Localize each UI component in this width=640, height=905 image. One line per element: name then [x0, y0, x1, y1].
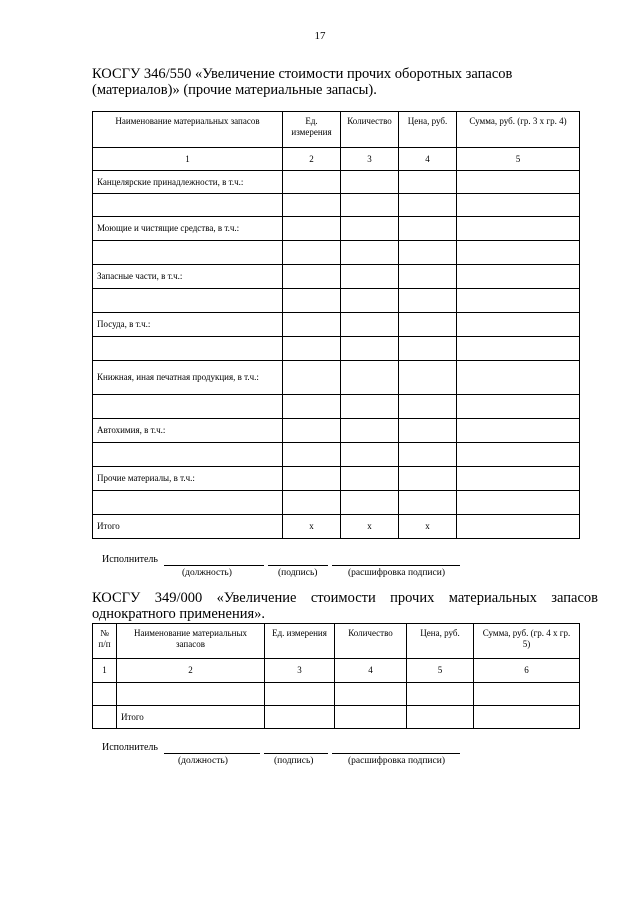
signature-caption: (подпись) [278, 568, 318, 578]
row-category-label: Запасные части, в т.ч.: [93, 265, 283, 289]
col-header-quantity: Количество [335, 624, 407, 659]
table-row [93, 171, 580, 194]
signature-caption: (подпись) [274, 756, 314, 766]
col-number: 3 [341, 148, 399, 171]
table-row [93, 289, 580, 313]
col-header-quantity: Количество [341, 112, 399, 148]
table-row [93, 361, 580, 395]
signer-label: Исполнитель [102, 554, 158, 565]
table-row [93, 337, 580, 361]
page-number: 17 [314, 30, 326, 42]
col-header-number: № п/п [93, 624, 117, 659]
total-quantity: х [341, 515, 399, 539]
table-row [93, 241, 580, 265]
table-row [93, 217, 580, 241]
col-header-price: Цена, руб. [399, 112, 457, 148]
row-category-label: Автохимия, в т.ч.: [93, 419, 283, 443]
col-number: 1 [93, 659, 117, 683]
position-line [164, 565, 264, 566]
total-row [93, 515, 580, 539]
table-row [93, 683, 580, 706]
row-category-label: Прочие материалы, в т.ч.: [93, 467, 283, 491]
col-number: 6 [474, 659, 580, 683]
table-row [93, 313, 580, 337]
section2-heading: КОСГУ 349/000 «Увеличение стоимости прочих материальных запасов однократного применения». [92, 590, 598, 622]
table-row [93, 467, 580, 491]
col-header-name: Наименование материальных запасов [117, 624, 265, 659]
table-row [93, 194, 580, 217]
col-header-sum: Сумма, руб. (гр. 4 х гр. 5) [474, 624, 580, 659]
table-row [93, 395, 580, 419]
col-header-name: Наименование материальных запасов [93, 112, 283, 148]
column-number-row [93, 659, 580, 683]
total-sum [457, 515, 580, 539]
total-price: х [399, 515, 457, 539]
table-row [93, 443, 580, 467]
signature-line [264, 753, 328, 754]
col-header-unit: Ед. измерения [283, 112, 341, 148]
col-number: 5 [457, 148, 580, 171]
col-number: 5 [407, 659, 474, 683]
col-number: 1 [93, 148, 283, 171]
decoding-caption: (расшифровка подписи) [348, 568, 445, 578]
col-header-sum: Сумма, руб. (гр. 3 х гр. 4) [457, 112, 580, 148]
signer-label: Исполнитель [102, 742, 158, 753]
column-number-row [93, 148, 580, 171]
col-number: 2 [283, 148, 341, 171]
section1-heading: КОСГУ 346/550 «Увеличение стоимости прочих оборотных запасов (материалов)» (прочие материальные запасы). [92, 66, 513, 98]
row-category-label: Книжная, иная печатная продукция, в т.ч.: [93, 361, 283, 395]
table-header-row [93, 624, 580, 659]
table-row [93, 265, 580, 289]
col-number: 3 [265, 659, 335, 683]
table-header-row [93, 112, 580, 148]
col-number: 4 [335, 659, 407, 683]
row-category-label: Канцелярские принадлежности, в т.ч.: [93, 171, 283, 194]
total-unit: х [283, 515, 341, 539]
row-category-label: Моющие и чистящие средства, в т.ч.: [93, 217, 283, 241]
total-row [93, 706, 580, 729]
col-number: 2 [117, 659, 265, 683]
position-caption: (должность) [182, 568, 232, 578]
decoding-line [332, 565, 460, 566]
table-row [93, 419, 580, 443]
total-label: Итого [93, 515, 283, 539]
decoding-line [332, 753, 460, 754]
total-label: Итого [117, 706, 265, 729]
col-header-unit: Ед. измерения [265, 624, 335, 659]
materials-table [92, 111, 580, 539]
single-use-materials-table [92, 623, 580, 729]
row-category-label: Посуда, в т.ч.: [93, 313, 283, 337]
signature-line [268, 565, 328, 566]
col-header-price: Цена, руб. [407, 624, 474, 659]
decoding-caption: (расшифровка подписи) [348, 756, 445, 766]
position-line [164, 753, 260, 754]
position-caption: (должность) [178, 756, 228, 766]
col-number: 4 [399, 148, 457, 171]
table-row [93, 491, 580, 515]
